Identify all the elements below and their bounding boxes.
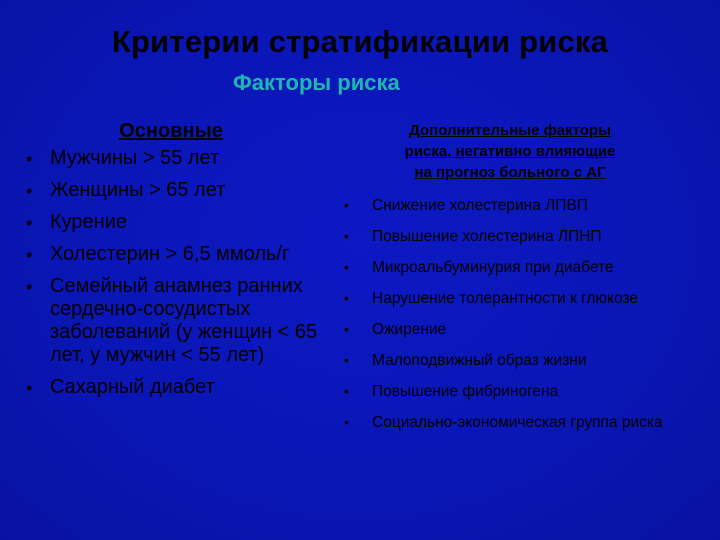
list-item-text: Семейный анамнез ранних сердечно-сосудистых заболеваний (у женщин < 65 лет, у мужчин < 55 лет) [50, 275, 318, 366]
additional-factors-heading [340, 120, 680, 183]
list-item-text: Сахарный диабет [50, 376, 215, 398]
list-item [340, 350, 680, 371]
slide-title: Критерии стратификации риска [111, 24, 609, 59]
bullet-icon: • [26, 181, 33, 201]
list-item-text: Повышение холестерина ЛПНП [372, 228, 602, 245]
list-item-text: Ожирение [372, 321, 447, 338]
list-item [26, 147, 326, 170]
list-item [26, 243, 326, 266]
bullet-icon: • [344, 414, 349, 430]
list-item-text: Мужчины > 55 лет [50, 147, 220, 169]
bullet-icon: • [26, 245, 33, 265]
slide-subtitle: Факторы риска [233, 70, 400, 95]
list-item-text: Малоподвижный образ жизни [372, 352, 587, 369]
bullet-icon: • [26, 213, 33, 233]
list-item [26, 211, 326, 234]
list-item-text: Снижение холестерина ЛПВП [372, 197, 588, 214]
list-item [26, 275, 326, 367]
main-factors-heading: Основные [119, 120, 223, 142]
bullet-icon: • [26, 277, 33, 297]
bullet-icon: • [344, 290, 349, 306]
list-item-text: Нарушение толерантности к глюкозе [372, 290, 638, 307]
additional-factors-list [340, 195, 680, 433]
bullet-icon: • [344, 197, 349, 213]
list-item-text: Курение [50, 211, 128, 233]
bullet-icon: • [344, 228, 349, 244]
main-factors-list [26, 147, 326, 399]
list-item [26, 179, 326, 202]
list-item-text: Повышение фибриногена [372, 383, 559, 400]
list-item-text: Холестерин > 6,5 ммоль/г [50, 243, 290, 265]
list-item-text: Социально-экономическая группа риска [372, 414, 663, 431]
list-item [340, 288, 680, 309]
main-factors-column [26, 120, 326, 408]
list-item [340, 319, 680, 340]
heading-line: риска, негативно влияющие [404, 143, 616, 160]
list-item-text: Женщины > 65 лет [50, 179, 226, 201]
bullet-icon: • [344, 383, 349, 399]
list-item [26, 376, 326, 399]
additional-factors-column [340, 120, 680, 443]
bullet-icon: • [26, 378, 33, 398]
bullet-icon: • [344, 321, 349, 337]
list-item [340, 381, 680, 402]
bullet-icon: • [344, 259, 349, 275]
list-item-text: Микроальбуминурия при диабете [372, 259, 614, 276]
bullet-icon: • [26, 149, 33, 169]
list-item [340, 412, 680, 433]
heading-line: Дополнительные факторы [409, 122, 611, 139]
list-item [340, 195, 680, 216]
list-item [340, 257, 680, 278]
list-item [340, 226, 680, 247]
bullet-icon: • [344, 352, 349, 368]
heading-line: на прогноз больного с АГ [414, 164, 606, 181]
